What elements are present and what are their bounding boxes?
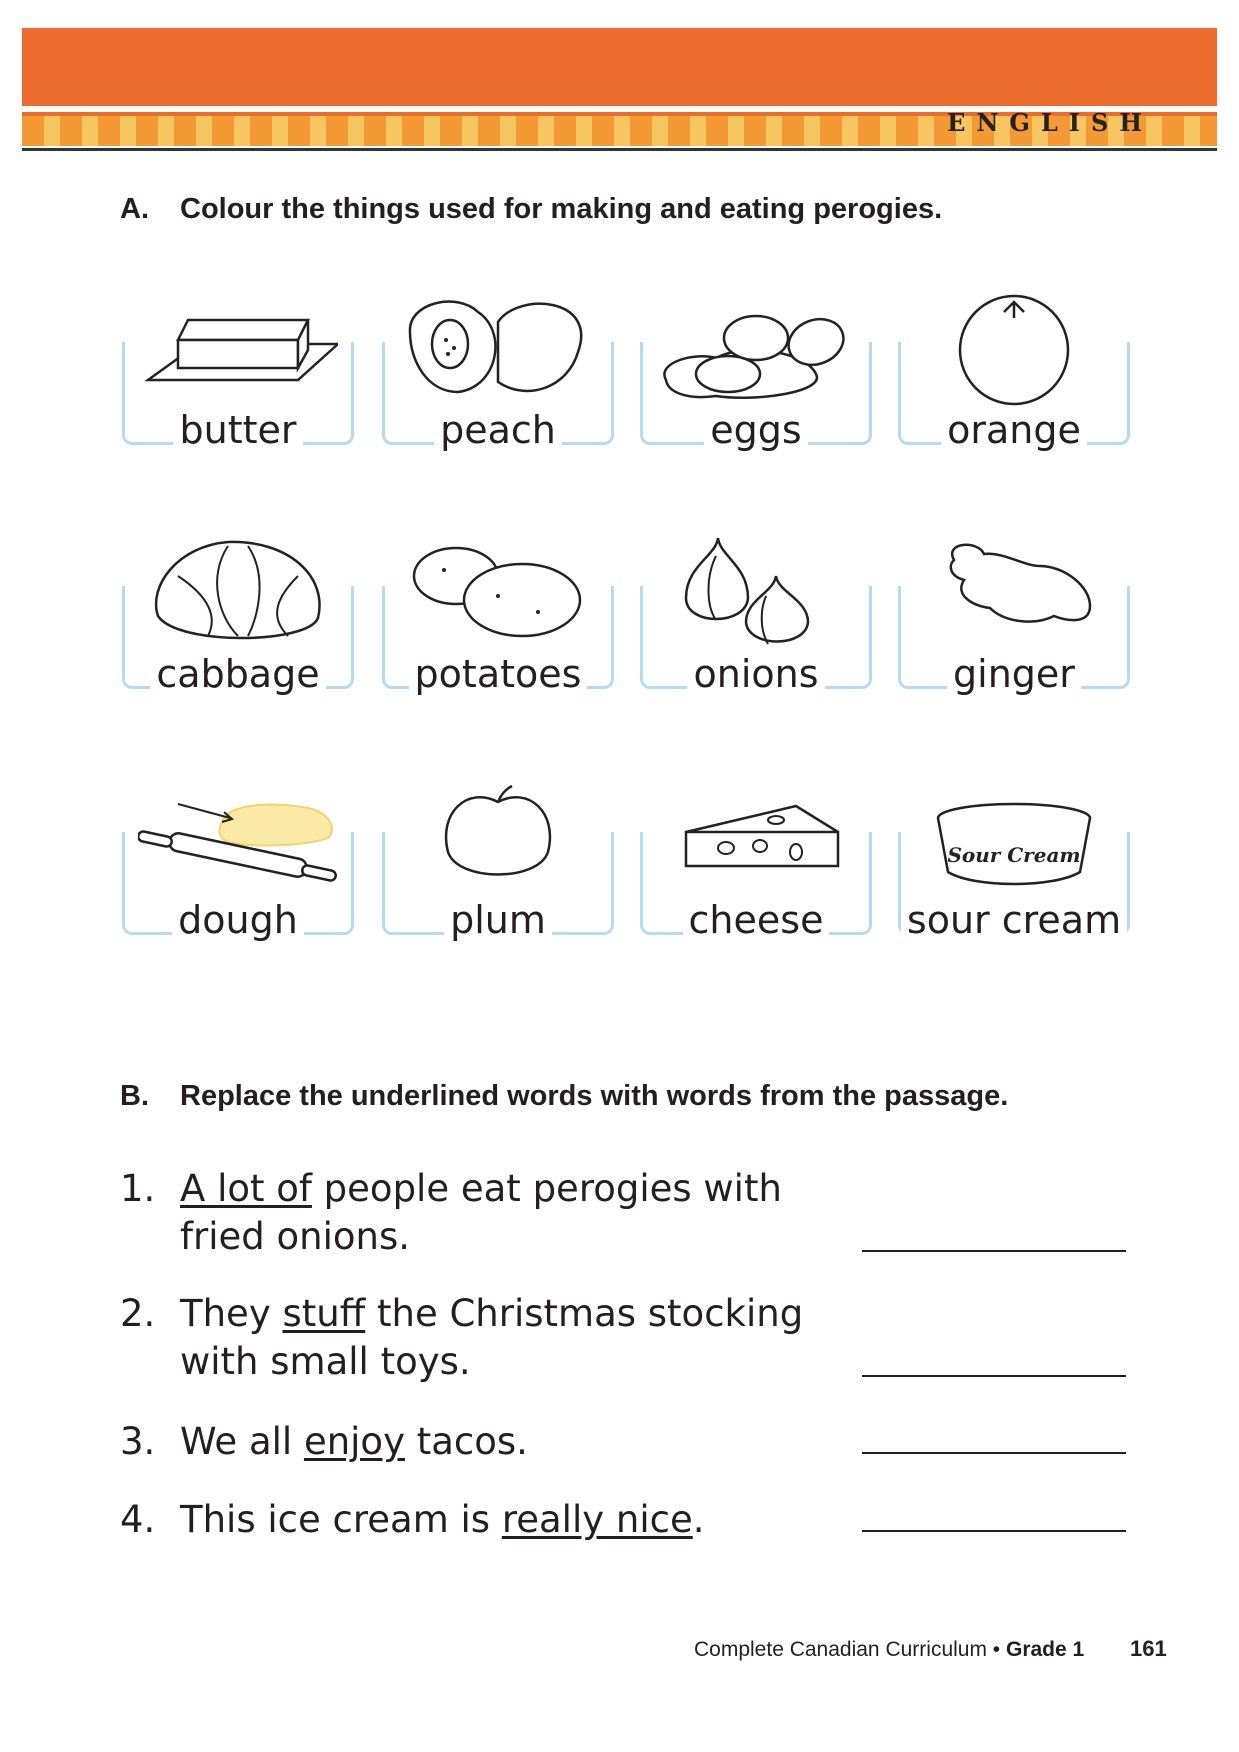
header-rule bbox=[22, 148, 1217, 151]
question-number: 2. bbox=[120, 1292, 156, 1335]
item-butter[interactable] bbox=[122, 292, 354, 454]
answer-line-2[interactable] bbox=[862, 1375, 1126, 1377]
underlined-words: stuff bbox=[282, 1292, 366, 1335]
butter-icon bbox=[138, 292, 338, 412]
dough-icon bbox=[138, 782, 338, 902]
sour-cream-icon bbox=[914, 782, 1114, 902]
section-b-heading bbox=[120, 1080, 1008, 1113]
subject-label: ENGLISH bbox=[947, 108, 1153, 137]
eggs-icon bbox=[656, 292, 856, 412]
item-plum[interactable] bbox=[382, 782, 614, 944]
onions-icon bbox=[656, 536, 856, 656]
question-2 bbox=[120, 1290, 804, 1390]
item-label: cabbage bbox=[150, 652, 325, 696]
grade-label: Grade 1 bbox=[1006, 1638, 1085, 1661]
question-number: 4. bbox=[120, 1498, 156, 1541]
peach-icon bbox=[398, 292, 598, 412]
header-band bbox=[22, 28, 1217, 106]
orange-icon bbox=[914, 292, 1114, 422]
item-label: plum bbox=[444, 898, 552, 942]
question-number: 1. bbox=[120, 1167, 156, 1210]
question-4 bbox=[120, 1496, 800, 1546]
question-text: They stuff the Christmas stocking with small toys. bbox=[180, 1292, 804, 1383]
question-text: We all enjoy tacos. bbox=[180, 1420, 528, 1463]
item-label: onions bbox=[687, 652, 824, 696]
question-3 bbox=[120, 1418, 800, 1468]
item-ginger[interactable] bbox=[898, 536, 1130, 698]
answer-line-3[interactable] bbox=[862, 1452, 1126, 1454]
section-a-heading bbox=[120, 193, 942, 226]
section-a-instruction: Colour the things used for making and eating perogies. bbox=[180, 193, 943, 225]
underlined-words: really nice bbox=[501, 1498, 693, 1541]
item-label: butter bbox=[173, 408, 302, 452]
answer-line-4[interactable] bbox=[862, 1530, 1126, 1532]
item-label: cheese bbox=[683, 898, 830, 942]
page-number: 161 bbox=[1130, 1636, 1167, 1661]
item-peach[interactable] bbox=[382, 292, 614, 454]
item-orange[interactable] bbox=[898, 292, 1130, 454]
item-label: potatoes bbox=[409, 652, 588, 696]
sour-cream-tub-text: Sour Cream bbox=[947, 843, 1081, 867]
question-text: A lot of people eat perogies with fried onions. bbox=[180, 1167, 782, 1258]
answer-line-1[interactable] bbox=[862, 1250, 1126, 1252]
section-b-letter: B. bbox=[120, 1080, 149, 1112]
cheese-icon bbox=[656, 782, 856, 902]
plum-icon bbox=[398, 782, 598, 902]
footer: Complete Canadian Curriculum • Grade 1 bbox=[694, 1638, 1085, 1661]
item-label: ginger bbox=[947, 652, 1081, 696]
book-title: Complete Canadian Curriculum bbox=[694, 1638, 987, 1661]
item-dough[interactable] bbox=[122, 782, 354, 944]
ginger-icon bbox=[914, 536, 1114, 656]
item-onions[interactable] bbox=[640, 536, 872, 698]
item-label: sour cream bbox=[901, 898, 1127, 942]
item-cheese[interactable] bbox=[640, 782, 872, 944]
item-sour-cream[interactable] bbox=[898, 782, 1130, 944]
item-potatoes[interactable] bbox=[382, 536, 614, 698]
question-number: 3. bbox=[120, 1420, 156, 1463]
item-cabbage[interactable] bbox=[122, 536, 354, 698]
potatoes-icon bbox=[398, 536, 598, 656]
item-label: eggs bbox=[704, 408, 807, 452]
section-a-letter: A. bbox=[120, 193, 149, 225]
underlined-words: A lot of bbox=[180, 1167, 312, 1210]
question-1 bbox=[120, 1165, 800, 1265]
question-text: This ice cream is really nice. bbox=[180, 1498, 705, 1541]
item-label: dough bbox=[172, 898, 304, 942]
cabbage-icon bbox=[138, 536, 338, 656]
item-label: orange bbox=[941, 408, 1087, 452]
item-label: peach bbox=[434, 408, 562, 452]
item-eggs[interactable] bbox=[640, 292, 872, 454]
section-b-instruction: Replace the underlined words with words from the passage. bbox=[180, 1080, 1009, 1112]
underlined-words: enjoy bbox=[303, 1420, 405, 1463]
